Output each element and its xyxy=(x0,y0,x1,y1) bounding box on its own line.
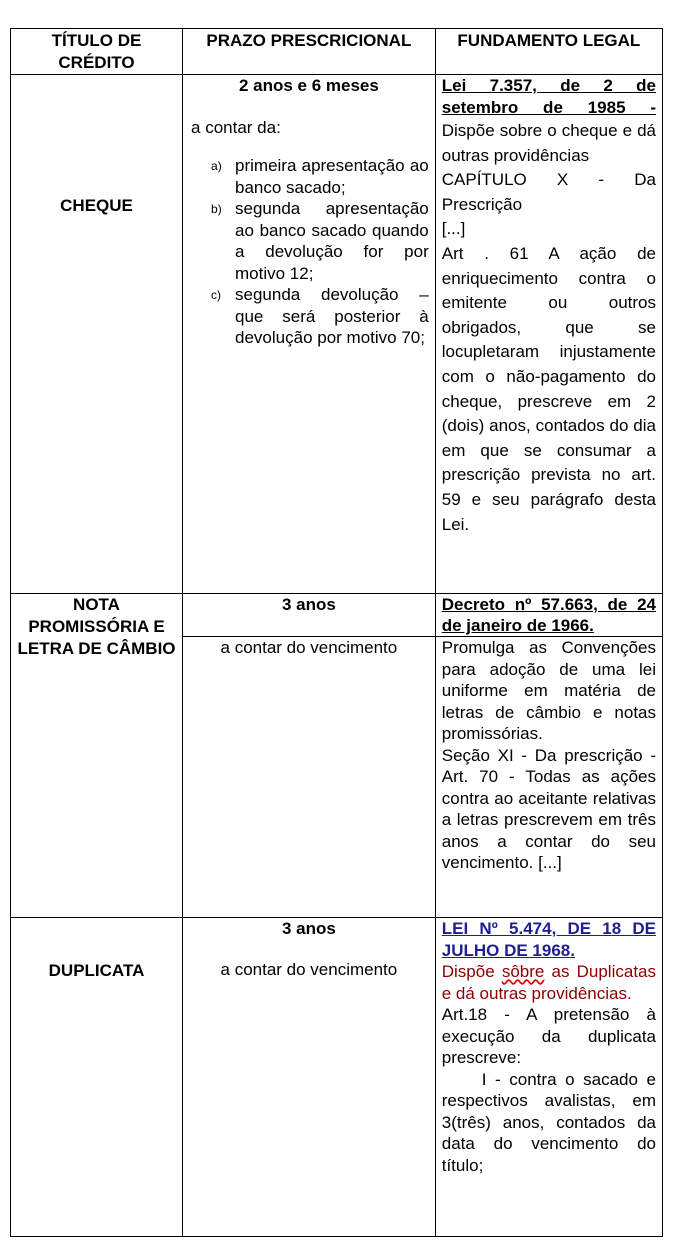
list-item: c) segunda devolução – que será posterior à devolução por motivo 70; xyxy=(211,285,429,347)
header-fundamento: FUNDAMENTO LEGAL xyxy=(435,29,662,75)
header-row xyxy=(11,29,663,75)
nota-title: NOTA PROMISSÓRIA E LETRA DE CÂMBIO xyxy=(11,594,183,918)
table-row-cheque xyxy=(11,75,663,594)
nota-law-text: Promulga as Convenções para adoção de uma lei uniforme em matéria de letras de câmbio e notas promissórias. xyxy=(441,638,656,743)
duplicata-title: DUPLICATA xyxy=(48,961,145,980)
cheque-law-description: Dispõe sobre o cheque e dá outras providências xyxy=(441,121,656,165)
cheque-prazo: 2 anos e 6 meses xyxy=(238,76,379,95)
cheque-conditions-list xyxy=(189,155,429,349)
list-item: b) segunda apresentação ao banco sacado quando a devolução for por motivo 12; xyxy=(211,199,429,283)
cheque-fundamento-cell xyxy=(435,75,662,594)
table-row-duplicata xyxy=(11,918,663,1237)
cheque-ellipsis: [...] xyxy=(441,219,466,239)
duplicata-prazo-cell xyxy=(183,918,436,1237)
table-row-nota-promissoria xyxy=(11,594,663,637)
nota-prazo: 3 anos xyxy=(183,594,436,637)
cheque-law-title: Lei 7.357, de 2 de setembro de 1985 - xyxy=(441,76,656,117)
duplicata-article: Art.18 - A pretensão à execução da duplicata prescreve: xyxy=(441,1005,656,1067)
duplicata-law-title: LEI Nº 5.474, DE 18 DE JULHO DE 1968. xyxy=(441,919,656,960)
duplicata-law-description: Dispõe sôbre as Duplicatas e dá outras providências. xyxy=(441,962,656,1003)
nota-contar: a contar do vencimento xyxy=(183,637,436,918)
nota-fundamento-cell xyxy=(435,637,662,918)
cheque-article: Art . 61 A ação de enriquecimento contra o emitente ou outros obrigados, que se locupletaram injustamente com o não-pagamento do cheque, prescreve em 2 (dois) anos, contados do dia em que se consumar a prescrição prevista no art. 59 e seu parágrafo desta Lei. xyxy=(441,243,656,534)
cheque-prazo-cell xyxy=(183,75,436,594)
duplicata-fundamento-cell xyxy=(435,918,662,1237)
duplicata-contar: a contar do vencimento xyxy=(220,960,398,979)
nota-law-title: Decreto nº 57.663, de 24 de janeiro de 1966. xyxy=(435,594,662,637)
cheque-chapter: CAPÍTULO X - Da Prescrição xyxy=(441,170,656,214)
credit-titles-table xyxy=(10,28,663,1237)
header-prazo: PRAZO PRESCRICIONAL xyxy=(183,29,436,75)
duplicata-prazo: 3 anos xyxy=(281,919,336,938)
nota-secao: Seção XI - Da prescrição - Art. 70 - Todas as ações contra ao aceitante relativas a letras prescrevem em três anos a contar do seu vencimento. [...] xyxy=(441,745,656,872)
list-item: a) primeira apresentação ao banco sacado; xyxy=(211,156,429,197)
duplicata-inciso: I - contra o sacado e respectivos avalistas, em 3(três) anos, contados da data do vencimento do título; xyxy=(441,1069,656,1175)
cheque-contar: a contar da: xyxy=(191,118,281,137)
cheque-title: CHEQUE xyxy=(60,196,133,215)
header-titulo: TÍTULO DE CRÉDITO xyxy=(11,29,183,75)
